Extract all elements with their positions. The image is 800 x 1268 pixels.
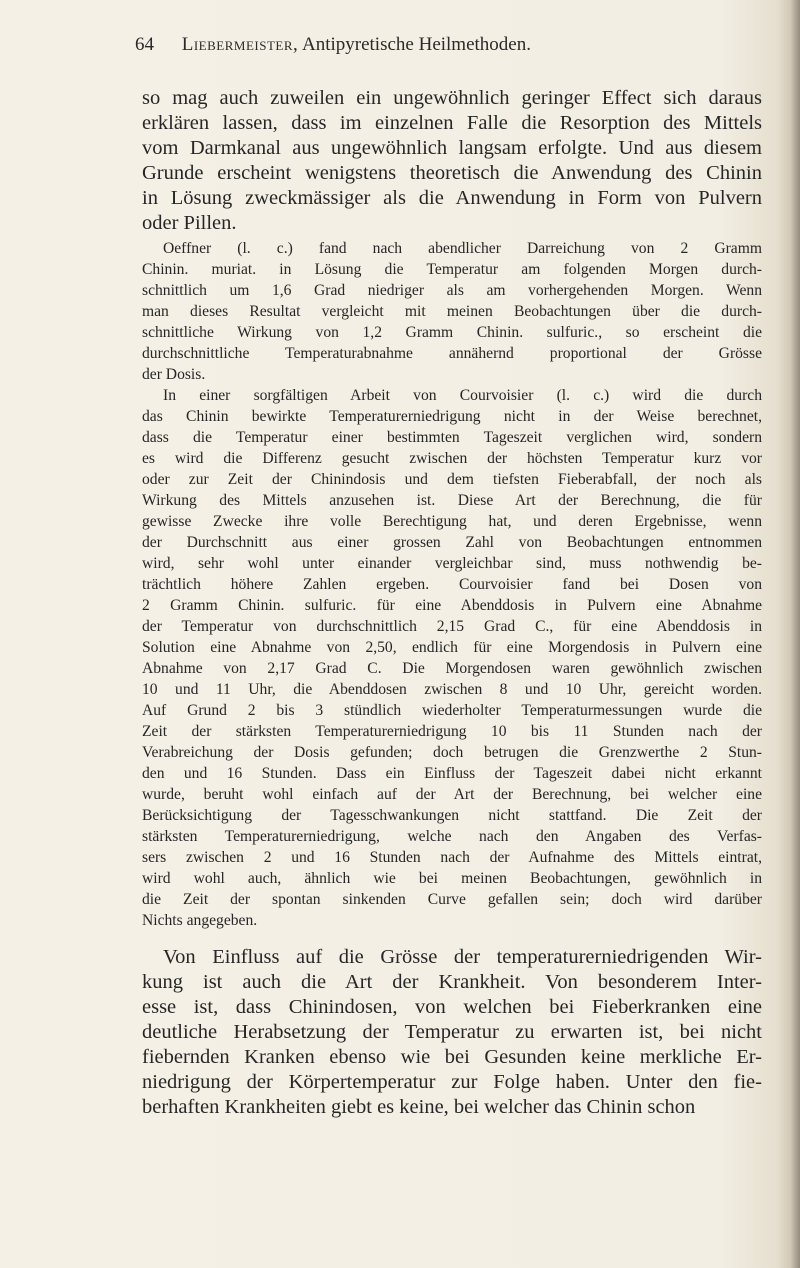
- text-line: kung ist auch die Art der Krankheit. Von besonderem Inter-: [142, 971, 762, 993]
- text-line: Chinin. muriat. in Lösung die Temperatur am folgenden Morgen durch-: [142, 261, 762, 278]
- running-header: [135, 34, 755, 56]
- text-line: wird wohl auch, ähnlich wie bei meinen Beobachtungen, gewöhnlich in: [142, 870, 762, 887]
- text-line: der Dosis.: [142, 366, 206, 383]
- paragraph-2: [142, 238, 762, 385]
- text-line: stärksten Temperaturerniedrigung, welche nach den Angaben des Verfas-: [142, 828, 762, 845]
- text-line: wird, sehr wohl unter einander vergleichbar sind, muss nothwendig be-: [142, 555, 762, 572]
- text-line: der Durchschnitt aus einer grossen Zahl von Beobachtungen entnommen: [142, 534, 762, 551]
- text-line: deutliche Herabsetzung der Temperatur zu erwarten ist, bei nicht: [142, 1021, 762, 1043]
- text-line: esse ist, dass Chinindosen, von welchen bei Fieberkranken eine: [142, 996, 762, 1018]
- text-line: sers zwischen 2 und 16 Stunden nach der Aufnahme des Mittels eintrat,: [142, 849, 762, 866]
- text-line: das Chinin bewirkte Temperaturerniedrigung nicht in der Weise berechnet,: [142, 408, 762, 425]
- text-line: man dieses Resultat vergleicht mit meinen Beobachtungen über die durch-: [142, 303, 762, 320]
- text-line: erklären lassen, dass im einzelnen Falle die Resorption des Mittels: [142, 112, 762, 134]
- text-line: Wirkung des Mittels anzusehen ist. Diese Art der Berechnung, die für: [142, 492, 762, 509]
- text-line: In einer sorgfältigen Arbeit von Courvoisier (l. c.) wird die durch: [163, 387, 762, 404]
- text-line: fiebernden Kranken ebenso wie bei Gesunden keine merkliche Er-: [142, 1046, 762, 1068]
- text-line: durchschnittliche Temperaturabnahme annähernd proportional der Grösse: [142, 345, 762, 362]
- text-line: trächtlich höhere Zahlen ergeben. Courvoisier fand bei Dosen von: [142, 576, 762, 593]
- text-line: Solution eine Abnahme von 2,50, endlich für eine Morgendosis in Pulvern eine: [142, 639, 762, 656]
- text-line: Verabreichung der Dosis gefunden; doch betrugen die Grenzwerthe 2 Stun-: [142, 744, 762, 761]
- text-line: die Zeit der spontan sinkenden Curve gefallen sein; doch wird darüber: [142, 891, 762, 908]
- text-line: Nichts angegeben.: [142, 912, 258, 929]
- text-line: berhaften Krankheiten giebt es keine, bei welcher das Chinin schon: [142, 1096, 696, 1118]
- text-line: gewisse Zwecke ihre volle Berechtigung hat, und deren Ergebnisse, wenn: [142, 513, 762, 530]
- text-line: Auf Grund 2 bis 3 stündlich wiederholter Temperaturmessungen wurde die: [142, 702, 762, 719]
- header-author: Liebermeister,: [181, 34, 299, 55]
- paragraph-1: [142, 86, 762, 236]
- text-line: wurde, beruht wohl einfach auf der Art der Berechnung, bei welcher eine: [142, 786, 762, 803]
- paragraph-4: [142, 945, 762, 1120]
- text-line: dass die Temperatur einer bestimmten Tageszeit verglichen wird, sondern: [142, 429, 762, 446]
- text-line: den und 16 Stunden. Dass ein Einfluss der Tageszeit dabei nicht erkannt: [142, 765, 762, 782]
- text-line: schnittlich um 1,6 Grad niedriger als am vorhergehenden Morgen. Wenn: [142, 282, 762, 299]
- text-line: Von Einfluss auf die Grösse der temperaturerniedrigenden Wir-: [163, 946, 762, 968]
- text-line: 2 Gramm Chinin. sulfuric. für eine Abenddosis in Pulvern eine Abnahme: [142, 597, 762, 614]
- text-line: Zeit der stärksten Temperaturerniedrigung 10 bis 11 Stunden nach der: [142, 723, 762, 740]
- page-number: 64: [135, 34, 154, 55]
- page-edge-shadow: [778, 0, 800, 1268]
- text-line: Grunde erscheint wenigstens theoretisch die Anwendung des Chinin: [142, 162, 762, 184]
- text-line: so mag auch zuweilen ein ungewöhnlich geringer Effect sich daraus: [142, 87, 762, 109]
- text-line: der Temperatur von durchschnittlich 2,15 Grad C., für eine Abenddosis in: [142, 618, 762, 635]
- text-line: schnittliche Wirkung von 1,2 Gramm Chinin. sulfuric., so erscheint die: [142, 324, 762, 341]
- paragraph-3: [142, 385, 762, 931]
- header-title: Antipyretische Heilmethoden.: [301, 34, 531, 55]
- text-line: oder Pillen.: [142, 212, 237, 234]
- text-line: Berücksichtigung der Tagesschwankungen nicht stattfand. Die Zeit der: [142, 807, 762, 824]
- text-line: niedrigung der Körpertemperatur zur Folge haben. Unter den fie-: [142, 1071, 762, 1093]
- text-line: oder zur Zeit der Chinindosis und dem tiefsten Fieberabfall, der noch als: [142, 471, 762, 488]
- text-line: es wird die Differenz gesucht zwischen der höchsten Temperatur kurz vor: [142, 450, 762, 467]
- text-line: Abnahme von 2,17 Grad C. Die Morgendosen waren gewöhnlich zwischen: [142, 660, 762, 677]
- text-line: 10 und 11 Uhr, die Abenddosen zwischen 8 und 10 Uhr, gereicht worden.: [142, 681, 762, 698]
- text-line: vom Darmkanal aus ungewöhnlich langsam erfolgte. Und aus diesem: [142, 137, 762, 159]
- text-line: in Lösung zweckmässiger als die Anwendung in Form von Pulvern: [142, 187, 762, 209]
- text-line: Oeffner (l. c.) fand nach abendlicher Darreichung von 2 Gramm: [163, 240, 762, 257]
